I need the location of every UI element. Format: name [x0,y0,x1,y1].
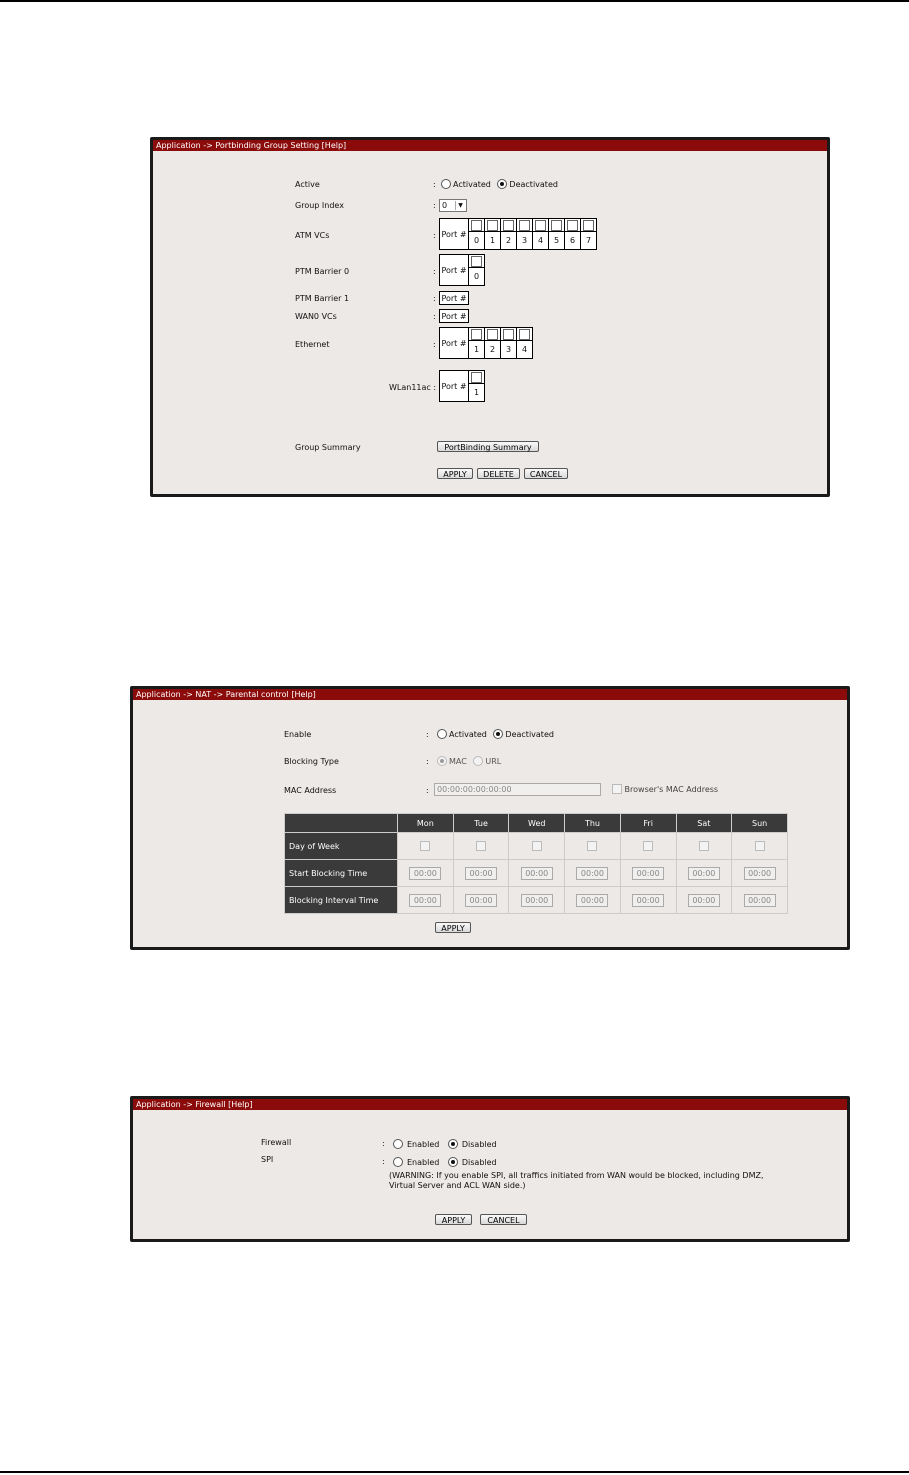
top-rule [0,0,909,2]
active-label: Active [295,180,320,189]
atm-port-number: 3 [521,236,528,245]
atm-port-checkbox[interactable] [471,220,482,231]
enable-activated-radio[interactable] [437,729,447,739]
day-header: Fri [620,814,676,833]
start-blocking-row [285,860,788,887]
blocking-type-radio-group [437,756,501,766]
ptm1-colon: : [433,294,436,303]
ethernet-port-checkbox[interactable] [487,329,498,340]
day-checkbox[interactable] [587,841,597,851]
parental-panel [130,686,850,950]
ethernet-port-number: 3 [505,345,512,354]
group-summary-label: Group Summary [295,443,361,452]
spi-colon: : [382,1157,385,1166]
atm-port-number: 2 [505,236,512,245]
browser-mac-option [612,784,718,794]
ethernet-port-label: Port # [440,328,469,358]
day-checkbox[interactable] [755,841,765,851]
apply-button[interactable]: APPLY [437,468,473,479]
atm-port-checkbox[interactable] [583,220,594,231]
spi-warning-line2: Virtual Server and ACL WAN side.) [389,1181,526,1190]
firewall-disabled-label: Disabled [461,1140,497,1149]
row-label: Day of Week [285,833,398,860]
schedule-table [284,813,788,914]
firewall-radio-group [393,1139,497,1149]
mac-label: MAC [449,757,467,766]
bottom-rule [0,1471,909,1473]
ethernet-port-number: 4 [521,345,528,354]
delete-button[interactable]: DELETE [477,468,520,479]
interval-time-input[interactable]: 00:00 [632,894,664,907]
enable-radio-group [437,729,554,739]
interval-time-input[interactable]: 00:00 [465,894,497,907]
spi-enabled-radio[interactable] [393,1157,403,1167]
firewall-cancel-button[interactable]: CANCEL [480,1214,527,1225]
atm-port-checkbox[interactable] [551,220,562,231]
wan0-label: WAN0 VCs [295,312,337,321]
atm-port-number: 0 [473,236,480,245]
ethernet-port-number: 2 [489,345,496,354]
ptm0-port-checkbox[interactable] [471,256,482,267]
ethernet-port-checkbox[interactable] [503,329,514,340]
active-colon: : [433,180,436,189]
wlan-port-checkbox[interactable] [471,372,482,383]
interval-time-input[interactable]: 00:00 [409,894,441,907]
atm-port-label: Port # [440,219,469,249]
day-header: Sun [732,814,788,833]
browser-mac-label: Browser's MAC Address [624,785,719,794]
interval-time-input[interactable]: 00:00 [521,894,553,907]
group-index-label: Group Index [295,201,344,210]
day-of-week-row [285,833,788,860]
group-index-select[interactable] [439,199,467,212]
day-checkbox[interactable] [532,841,542,851]
start-time-input[interactable]: 00:00 [688,867,720,880]
ethernet-colon: : [433,340,436,349]
day-header: Tue [453,814,509,833]
wlan-port-number: 1 [473,388,480,397]
start-time-input[interactable]: 00:00 [521,867,553,880]
firewall-enabled-radio[interactable] [393,1139,403,1149]
browser-mac-checkbox[interactable] [612,784,622,794]
firewall-colon: : [382,1139,385,1148]
enable-deactivated-label: Deactivated [505,730,554,739]
enable-activated-label: Activated [449,730,487,739]
start-time-input[interactable]: 00:00 [632,867,664,880]
atm-port-box [439,218,597,250]
ethernet-port-checkbox[interactable] [519,329,530,340]
blocking-interval-row [285,887,788,914]
ptm1-label: PTM Barrier 1 [295,294,350,303]
ptm0-colon: : [433,267,436,276]
cancel-button[interactable]: CANCEL [524,468,568,479]
day-checkbox[interactable] [699,841,709,851]
spi-enabled-label: Enabled [407,1158,440,1167]
firewall-disabled-radio[interactable] [448,1139,458,1149]
start-time-input[interactable]: 00:00 [744,867,776,880]
day-checkbox[interactable] [420,841,430,851]
deactivated-label: Deactivated [509,180,558,189]
portbinding-title: Application -> Portbinding Group Setting [Help] [153,140,827,151]
atm-port-checkbox[interactable] [519,220,530,231]
enable-deactivated-radio[interactable] [493,729,503,739]
atm-port-checkbox[interactable] [503,220,514,231]
atm-port-checkbox[interactable] [567,220,578,231]
day-checkbox[interactable] [643,841,653,851]
atm-port-checkbox[interactable] [487,220,498,231]
start-time-input[interactable]: 00:00 [409,867,441,880]
day-header: Sat [676,814,732,833]
day-header: Wed [509,814,565,833]
portbinding-panel [150,137,830,497]
blocking-type-colon: : [426,757,429,766]
atm-port-number: 6 [569,236,576,245]
mac-address-label: MAC Address [284,786,337,795]
deactivated-radio[interactable] [497,179,507,189]
firewall-panel [130,1096,850,1242]
ethernet-port-checkbox[interactable] [471,329,482,340]
interval-time-input[interactable]: 00:00 [744,894,776,907]
spi-disabled-radio[interactable] [448,1157,458,1167]
atm-port-number: 4 [537,236,544,245]
ptm0-label: PTM Barrier 0 [295,267,350,276]
activated-label: Activated [453,180,491,189]
firewall-enabled-label: Enabled [407,1140,440,1149]
enable-label: Enable [284,730,312,739]
spi-radio-group [393,1157,497,1167]
ptm0-port-number: 0 [473,272,480,281]
spi-warning-line1: (WARNING: If you enable SPI, all traffics initiated from WAN would be blocked, including DMZ, [389,1171,764,1180]
row-label: Blocking Interval Time [285,887,398,914]
wlan-port-label: Port # [440,371,469,401]
firewall-apply-button[interactable]: APPLY [435,1214,472,1225]
url-label: URL [485,757,502,766]
wan0-colon: : [433,312,436,321]
schedule-corner [285,814,398,833]
day-header: Thu [565,814,621,833]
group-index-value: 0 [442,201,448,210]
url-radio[interactable] [473,756,483,766]
enable-colon: : [426,730,429,739]
parental-apply-button[interactable]: APPLY [435,922,471,933]
ptm0-port-box [439,254,485,286]
firewall-label: Firewall [261,1138,292,1147]
blocking-type-label: Blocking Type [284,757,339,766]
day-header: Mon [398,814,454,833]
wan0-port-label: Port # [441,311,467,321]
atm-label: ATM VCs [295,231,330,240]
parental-title: Application -> NAT -> Parental control [Help] [133,689,847,700]
interval-time-input[interactable]: 00:00 [576,894,608,907]
atm-colon: : [433,231,436,240]
mac-address-colon: : [426,786,429,795]
wan0-port-box [439,309,469,323]
ptm1-port-label: Port # [441,293,467,303]
portbinding-summary-button[interactable]: PortBinding Summary [437,441,539,452]
ethernet-port-number: 1 [473,345,480,354]
schedule-header-row [285,814,788,833]
spi-label: SPI [261,1155,274,1164]
start-time-input[interactable]: 00:00 [576,867,608,880]
chevron-down-icon: ▼ [455,201,465,210]
row-label: Start Blocking Time [285,860,398,887]
atm-port-checkbox[interactable] [535,220,546,231]
atm-port-number: 7 [585,236,592,245]
firewall-title: Application -> Firewall [Help] [133,1099,847,1110]
ptm0-port-label: Port # [440,255,469,285]
wlan-port-box [439,370,485,402]
group-index-colon: : [433,201,436,210]
mac-address-input[interactable]: 00:00:00:00:00:00 [434,783,601,796]
ethernet-port-box [439,327,533,359]
interval-time-input[interactable]: 00:00 [688,894,720,907]
activated-radio[interactable] [441,179,451,189]
atm-port-number: 1 [489,236,496,245]
atm-port-number: 5 [553,236,560,245]
ethernet-label: Ethernet [295,340,330,349]
spi-disabled-label: Disabled [461,1158,497,1167]
day-checkbox[interactable] [476,841,486,851]
wlan-label: WLan11ac : [389,383,437,392]
ptm1-port-box [439,291,469,305]
mac-radio[interactable] [437,756,447,766]
active-radio-group [441,179,558,189]
start-time-input[interactable]: 00:00 [465,867,497,880]
